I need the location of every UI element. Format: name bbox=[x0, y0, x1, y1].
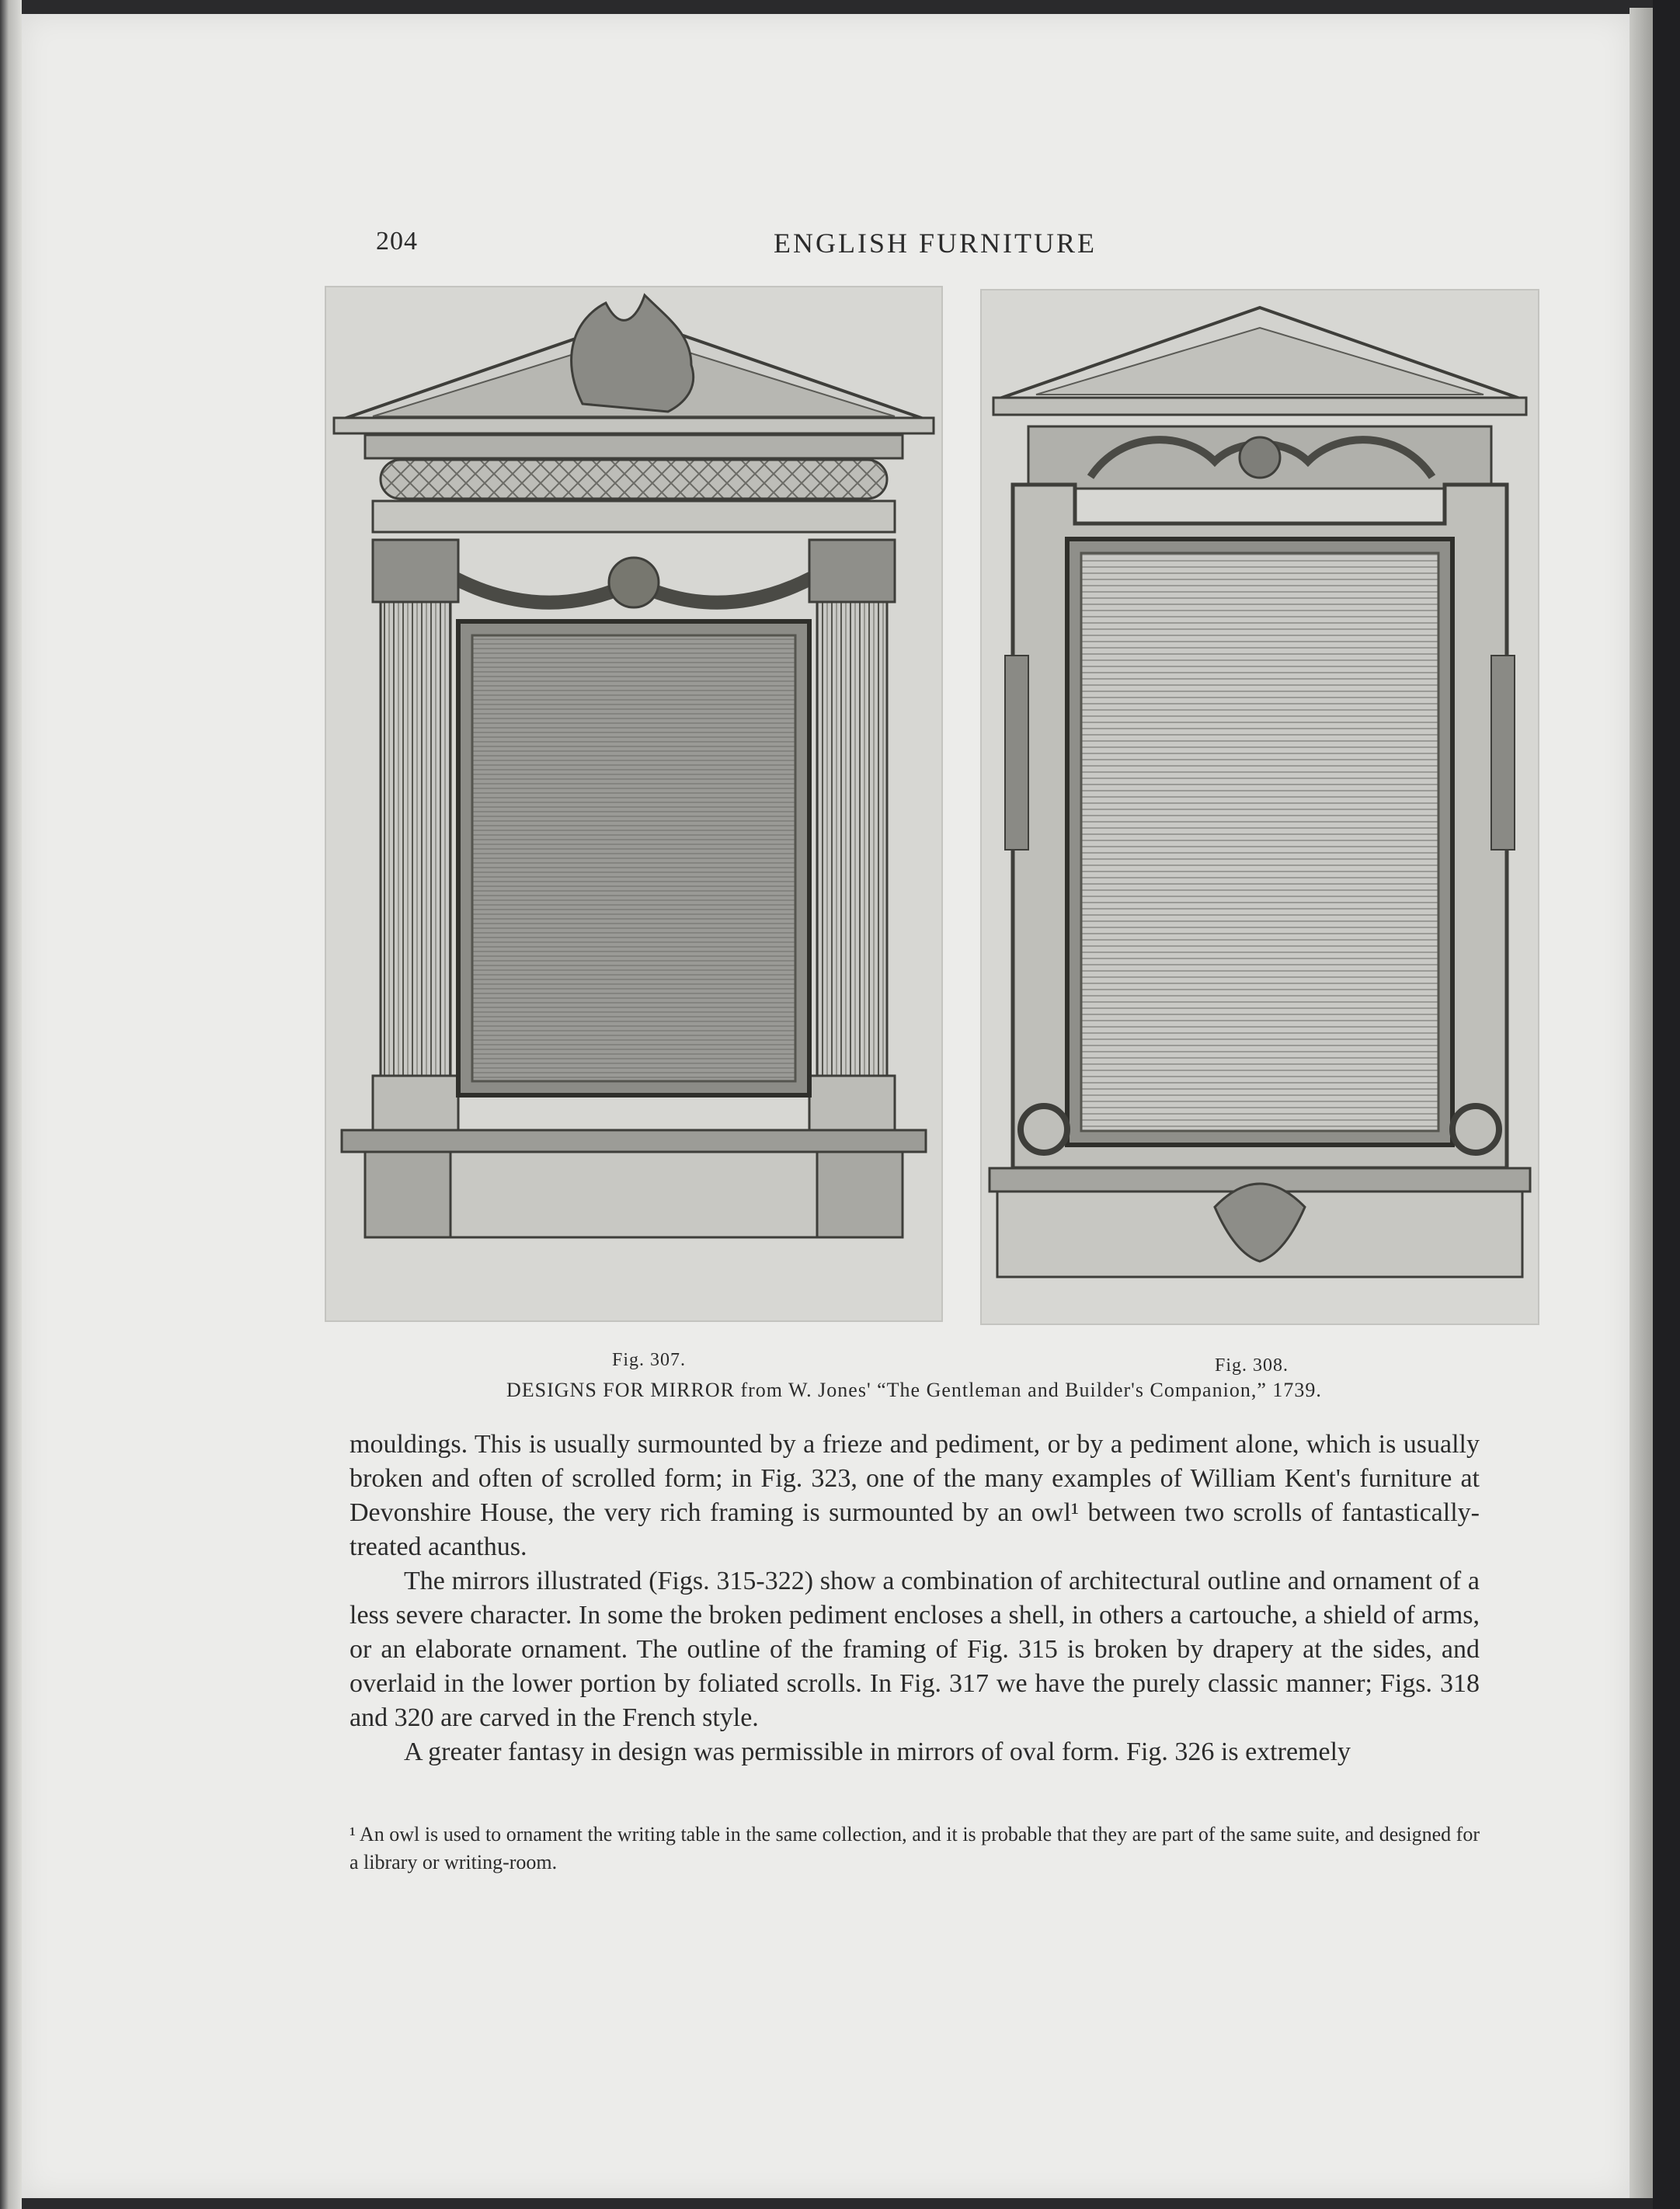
figure-307-label: Fig. 307. bbox=[612, 1350, 687, 1370]
paragraph-3: A greater fantasy in design was permissible in mirrors of oval form. Fig. 326 is extremely bbox=[404, 1738, 1351, 1766]
body-text bbox=[350, 1428, 1480, 1769]
figure-308-plate bbox=[980, 289, 1539, 1325]
book-cover-edge bbox=[1653, 0, 1680, 2209]
mirror-design-308-illustration bbox=[982, 290, 1538, 1324]
mirror-design-307-illustration bbox=[326, 287, 941, 1320]
page-number: 204 bbox=[376, 227, 418, 256]
figure-caption: DESIGNS FOR MIRROR from W. Jones' “The Gentleman and Builder's Companion,” 1739. bbox=[506, 1379, 1322, 1401]
running-title: ENGLISH FURNITURE bbox=[774, 228, 1097, 259]
paragraph-2: The mirrors illustrated (Figs. 315-322) show a combination of architectural outline and ornament of a less severe character. In some the broken pediment encloses a shell, in others a cartouche, a shield of arms, or an elaborate ornament. The outline of the framing of Fig. 315 is broken by drapery at the sides, and overlaid in the lower portion by foliated scrolls. In Fig. 317 we have the purely classic manner; Figs. 318 and 320 are carved in the French style. bbox=[350, 1567, 1480, 1732]
paragraph-1: mouldings. This is usually surmounted by a frieze and pediment, or by a pediment alone, which is usually broken and often of scrolled form; in Fig. 323, one of the many examples of William Kent's furniture at Devonshire House, the very rich framing is surmounted by an owl¹ between two scrolls of fantastically-treated acanthus. bbox=[350, 1430, 1480, 1561]
figure-308-label: Fig. 308. bbox=[1215, 1355, 1289, 1376]
right-page-edge bbox=[1630, 8, 1653, 2198]
figure-307-plate bbox=[325, 286, 943, 1322]
footnote: ¹ An owl is used to ornament the writing table in the same collection, and it is probable that they are part of the same suite, and designed for a library or writing-room. bbox=[350, 1823, 1480, 1873]
left-page-edge bbox=[0, 0, 22, 2209]
